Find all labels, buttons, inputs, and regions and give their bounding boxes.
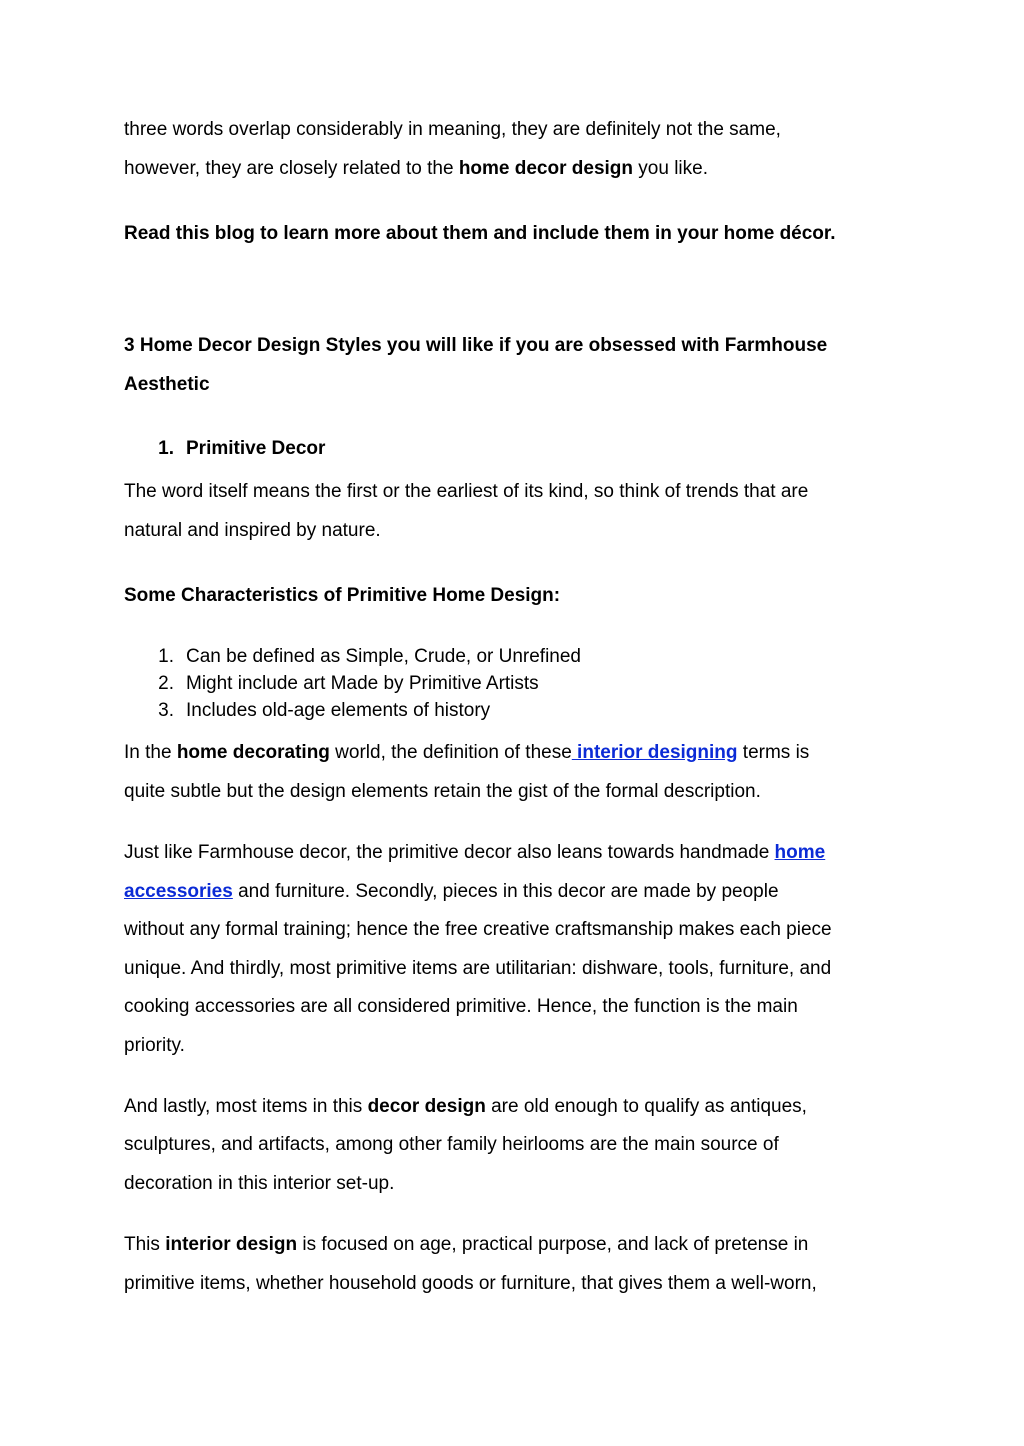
callout [124,222,836,246]
lastly-line-1 [124,1095,807,1119]
list-item-text: Includes old-age elements of history [186,700,491,721]
text-segment: terms is [737,742,810,763]
section-heading-line-2 [124,373,210,397]
text-segment: decoration in this interior set-up. [124,1173,395,1194]
text-segment: primitive items, whether household goods or furniture, that gives them a well-worn, [124,1273,817,1294]
definition-line-2 [124,519,381,543]
section-heading-text-2: Aesthetic [124,374,210,395]
text-segment: Just like Farmhouse decor, the primitive decor also leans towards handmade [124,842,775,863]
interior-line-1 [124,1233,808,1257]
list-number: 1. [158,646,174,667]
farmhouse-line-3 [124,918,832,942]
keyword-home-decorating: home decorating [176,742,330,763]
intro-text-1: three words overlap considerably in meaning, they are definitely not the same, [124,119,781,140]
text-segment: are old enough to qualify as antiques, [485,1096,807,1117]
list-item [124,699,490,723]
text-segment: world, the definition of these [329,742,572,763]
keyword-interior-design: interior design [165,1234,298,1255]
intro-line-1 [124,118,781,142]
definition-text-1: The word itself means the first or the earliest of its kind, so think of trends that are [124,481,809,502]
intro-keyword-home-decor-design: home decor design [458,158,634,179]
definition-line-1 [124,480,808,504]
text-segment: without any formal training; hence the free creative craftsmanship makes each piece [124,919,832,940]
text-segment: unique. And thirdly, most primitive items are utilitarian: dishware, tools, furniture, and [124,958,832,979]
text-segment: And lastly, most items in this [124,1096,368,1117]
list-number: 1. [158,438,174,459]
style-list-item-primitive-decor [124,437,325,461]
farmhouse-line-1 [124,841,825,865]
style-title: Primitive Decor [186,438,326,459]
keyword-decor-design: decor design [367,1096,486,1117]
home-decorating-line-2 [124,780,761,804]
text-segment: cooking accessories are all considered primitive. Hence, the function is the main [124,996,798,1017]
intro-text-2-pre: however, they are closely related to the [124,158,459,179]
text-segment: quite subtle but the design elements retain the gist of the formal description. [124,781,761,802]
list-item-text: Can be defined as Simple, Crude, or Unrefined [186,646,582,667]
text-segment: sculptures, and artifacts, among other family heirlooms are the main source of [124,1134,779,1155]
home-accessories-link[interactable]: home [774,842,826,863]
farmhouse-line-5 [124,995,798,1019]
section-heading-line-1 [124,334,827,358]
farmhouse-line-4 [124,957,831,981]
interior-designing-link[interactable]: interior designing [571,742,738,763]
list-number: 3. [158,700,174,721]
list-item [124,645,581,669]
text-segment: is focused on age, practical purpose, and lack of pretense in [297,1234,809,1255]
list-item-text: Might include art Made by Primitive Artists [186,673,539,694]
list-number: 2. [158,673,174,694]
text-segment: and furniture. Secondly, pieces in this decor are made by people [232,881,779,902]
home-accessories-link-cont[interactable]: accessories [124,881,233,902]
farmhouse-line-6 [124,1034,185,1058]
lastly-line-3 [124,1172,394,1196]
farmhouse-line-2 [124,880,779,904]
list-item [124,672,539,696]
section-heading-text-1: 3 Home Decor Design Styles you will like if you are obsessed with Farmhouse [124,335,828,356]
text-segment: In the [124,742,177,763]
callout-text: Read this blog to learn more about them and include them in your home décor. [124,223,836,244]
intro-line-2 [124,157,708,181]
characteristics-heading-text: Some Characteristics of Primitive Home Design: [124,585,561,606]
definition-text-2: natural and inspired by nature. [124,520,381,541]
text-segment: This [124,1234,166,1255]
intro-text-2-post: you like. [633,158,708,179]
lastly-line-2 [124,1133,779,1157]
home-decorating-line-1 [124,741,809,765]
interior-line-2 [124,1272,817,1296]
characteristics-heading [124,584,560,608]
text-segment: priority. [124,1035,185,1056]
